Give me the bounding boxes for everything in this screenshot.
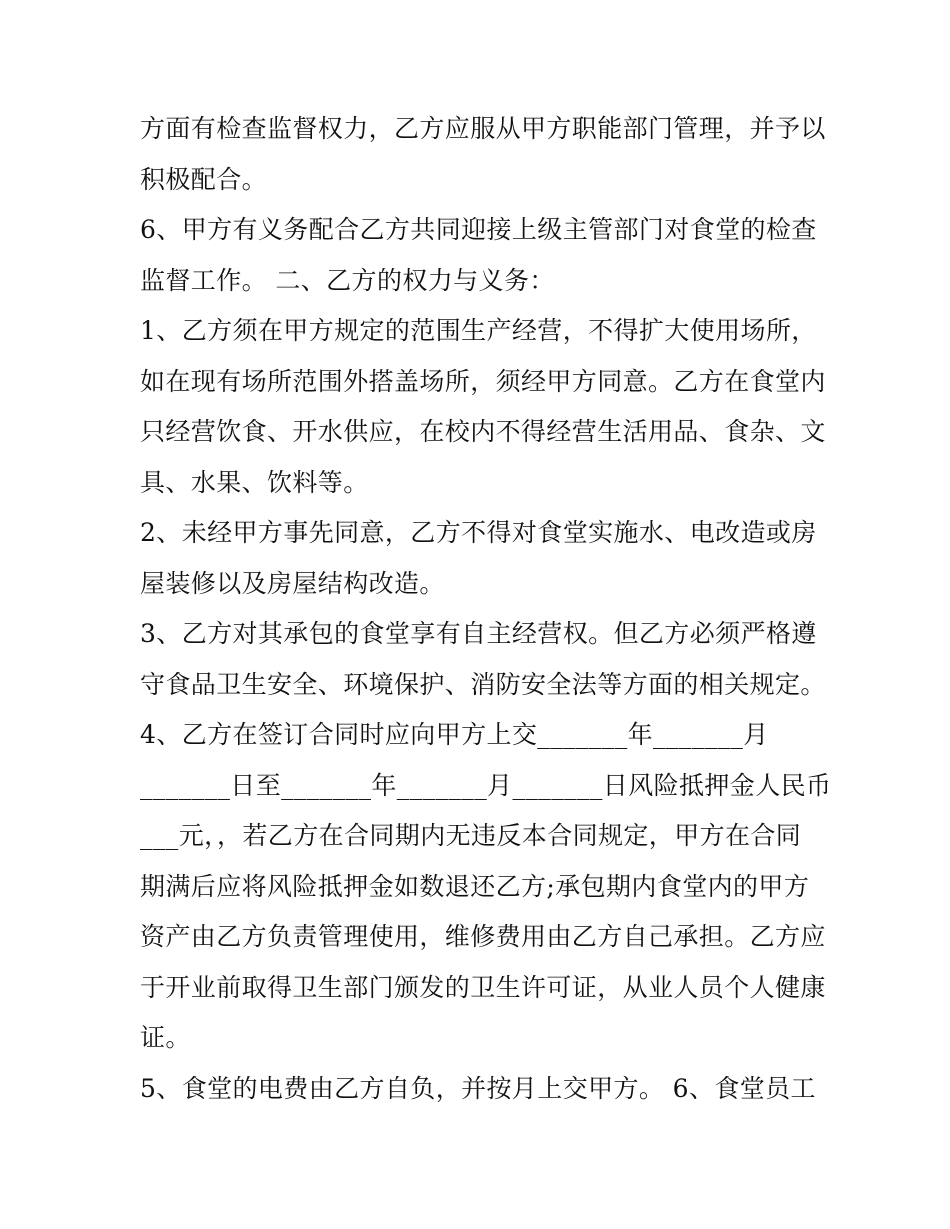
text-line: 2、未经甲方事先同意，乙方不得对食堂实施水、电改造或房 bbox=[140, 518, 817, 547]
text-line: 监督工作。 二、乙方的权力与义务： bbox=[140, 265, 555, 295]
text-line: 证。 bbox=[140, 1023, 191, 1052]
text-line: ___元，，若乙方在合同期内无违反本合同规定，甲方在合同 bbox=[140, 821, 802, 850]
text-line: 期满后应将风险抵押金如数退还乙方;承包期内食堂内的甲方 bbox=[140, 871, 810, 901]
text-line: 积极配合。 bbox=[140, 164, 268, 194]
text-line: 4、乙方在签订合同时应向甲方上交_______年_______月 bbox=[140, 720, 769, 749]
text-line: 守食品卫生安全、环境保护、消防安全法等方面的相关规定。 bbox=[140, 669, 826, 699]
text-line: 于开业前取得卫生部门颁发的卫生许可证，从业人员个人健康 bbox=[140, 972, 826, 1002]
text-line: 如在现有场所范围外搭盖场所，须经甲方同意。乙方在食堂内 bbox=[140, 366, 826, 396]
document-body bbox=[140, 104, 832, 1114]
text-line: 3、乙方对其承包的食堂享有自主经营权。但乙方必须严格遵 bbox=[140, 619, 817, 648]
text-line: 屋装修以及房屋结构改造。 bbox=[140, 568, 445, 598]
text-line: _______日至_______年_______月_______日风险抵押金人民币 bbox=[140, 770, 832, 800]
text-line: 具、水果、饮料等。 bbox=[140, 467, 369, 497]
text-line: 只经营饮食、开水供应，在校内不得经营生活用品、食杂、文 bbox=[140, 417, 826, 446]
text-line: 5、食堂的电费由乙方自负，并按月上交甲方。 6、食堂员工 bbox=[140, 1073, 816, 1103]
text-line: 1、乙方须在甲方规定的范围生产经营，不得扩大使用场所， bbox=[140, 316, 817, 345]
text-line: 方面有检查监督权力，乙方应服从甲方职能部门管理，并予以 bbox=[140, 114, 826, 143]
text-line: 6、甲方有义务配合乙方共同迎接上级主管部门对食堂的检查 bbox=[140, 215, 817, 244]
text-line: 资产由乙方负责管理使用，维修费用由乙方自己承担。乙方应 bbox=[140, 922, 826, 951]
